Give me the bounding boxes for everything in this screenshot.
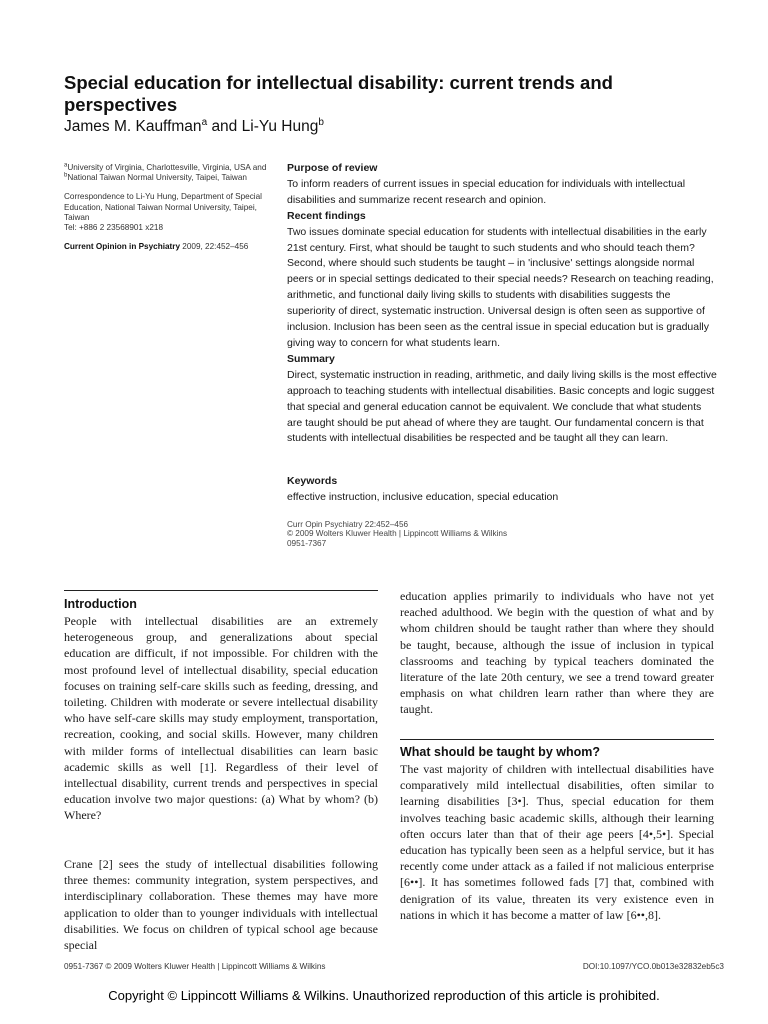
affil-and: and — [252, 163, 267, 172]
citation-line-2: © 2009 Wolters Kluwer Health | Lippincott Williams & Wilkins — [287, 529, 508, 539]
summary-heading: Summary — [287, 352, 335, 365]
affil-b-text: National Taiwan Normal University, Taipei, Taiwan — [67, 173, 247, 183]
continued-paragraph-text: education applies primarily to individuals who have not yet reached adulthood. We begin with the question of what and by whom children should be taught rather than where they should be taught, because, although the issue of inclusion in typical classrooms and teaching by typical teachers dominated the literature of the late 20th century, we see a trend toward greater emphasis on what children learn rather than where they are taught. — [400, 589, 714, 717]
copyright-notice: Copyright © Lippincott Williams & Wilkins. Unauthorized reproduction of this article is prohibited. — [108, 988, 660, 1003]
intro-p2-text: Crane [2] sees the study of intellectual disabilities following three themes: community integration, system perspectives, and interdisciplinary collaboration. These themes may have more application to older than to younger individuals with intellectual disabilities. We focus on children of typical school age because special — [64, 857, 378, 953]
purpose-text: To inform readers of current issues in special education for individuals with intellectual disabilities and summarize recent research and opinion. — [287, 177, 686, 206]
journal-name: Current Opinion in Psychiatry — [64, 242, 181, 252]
section-rule — [400, 739, 714, 740]
summary-text: Direct, systematic instruction in reading, arithmetic, and daily living skills is the most effective approach to teaching students with intellectual disabilities. Basic concepts and logic suggest that special and general education cannot be equivalent. We conclude that what students are taught should be put ahead of where they are taught. Our fundamental concern is that students with intellectual disabilities be respected and be taught all they can learn. — [287, 368, 717, 445]
findings-heading: Recent findings — [287, 209, 366, 222]
introduction-paragraph-2 — [64, 856, 378, 953]
continued-paragraph — [400, 588, 714, 718]
citation-line-1: Curr Opin Psychiatry 22:452–456 — [287, 520, 409, 529]
affiliation-lines — [64, 163, 276, 183]
abstract-block — [287, 161, 717, 447]
footer-journal-info: 0951-7367 © 2009 Wolters Kluwer Health | Lippincott Williams & Wilkins — [64, 962, 326, 971]
article-title: Special education for intellectual disability: current trends and perspectives — [64, 72, 613, 115]
author-kauffman-affil-mark: a — [201, 116, 208, 128]
footer-doi: DOI:10.1097/YCO.0b013e32832eb5c3 — [582, 962, 724, 971]
taught-by-whom-text: The vast majority of children with intellectual disabilities have comparatively mild intellectual disabilities, often similar to learning disabilities [3•]. Thus, special education for them involves teaching basic academic skills, although their learning often occurs later than that of their age peers [4•,5•]. Special education has typically been seen as a helpful service, but it has recently come under attack as a failed if not malicious enterprise [6••]. It has sometimes followed fads [7] that, combined with denigration of its value, threaten its very existence even in nations in which it has become a matter of law [6••,8]. — [400, 762, 714, 922]
author-conjunction: and — [211, 118, 238, 135]
citation-line-3: 0951-7367 — [287, 538, 327, 548]
correspondence-text: Correspondence to Li-Yu Hung, Department of Special Education, National Taiwan Normal University, Taipei, Taiwan — [64, 192, 262, 222]
affil-a-text: University of Virginia, Charlottesville, Virginia, USA — [67, 163, 251, 172]
section-heading-taught-by-whom: What should be taught by whom? — [400, 745, 600, 759]
author-kauffman: James M. Kauffman — [64, 118, 202, 135]
introduction-paragraph-1 — [64, 613, 378, 824]
keywords-text: effective instruction, inclusive education, special education — [287, 491, 559, 503]
findings-text: Two issues dominate special education for students with intellectual disabilities in the early 21st century. First, what should be taught to such students and who should teach them? Second, where should such students be taught – in 'inclusive' settings alongside normal peers or in special settings dedicated to their special needs? Research on teaching reading, arithmetic, and functional daily living skills to students with disabilities suggests the superiority of direct, systematic instruction. Universal design is often seen as supportive of inclusion. Inclusion has been seen as the central issue in special education but is gradually giving way to concern for what students learn. — [287, 225, 714, 349]
intro-p1-text: People with intellectual disabilities are an extremely heterogeneous group, and generalizations about special education are difficult, if not impossible. For children with the most profound level of intellectual disability, special education focuses on training self-care skills such as feeding, dressing, and toileting. Children with moderate or severe intellectual disability who have self-care skills may study employment, transportation, recreation, cooking, and social skills. However, many children with milder forms of intellectual disabilities can learn basic academic skills as well [1]. Regardless of their level of intellectual disability, current trends and perspectives in special education involve two major questions: (a) What by whom? (b) Where? — [64, 614, 378, 823]
keywords-heading: Keywords — [287, 475, 338, 487]
intro-rule — [64, 590, 378, 591]
keywords-block — [287, 473, 717, 505]
affil-b-mark: b — [64, 172, 68, 179]
author-hung: Li-Yu Hung — [241, 118, 319, 135]
taught-by-whom-paragraph — [400, 761, 714, 923]
purpose-heading: Purpose of review — [287, 162, 378, 174]
author-list — [64, 118, 324, 136]
journal-volume: 2009, 22:452–456 — [182, 242, 249, 252]
affil-a-mark: a — [64, 162, 68, 169]
author-hung-affil-mark: b — [318, 116, 324, 128]
introduction-heading: Introduction — [64, 597, 137, 611]
affiliations-block — [64, 163, 276, 261]
correspondence-block — [64, 192, 276, 233]
correspondence-tel: Tel: +886 2 23568901 x218 — [64, 223, 164, 233]
citation-block — [287, 520, 587, 548]
journal-reference — [64, 242, 276, 252]
